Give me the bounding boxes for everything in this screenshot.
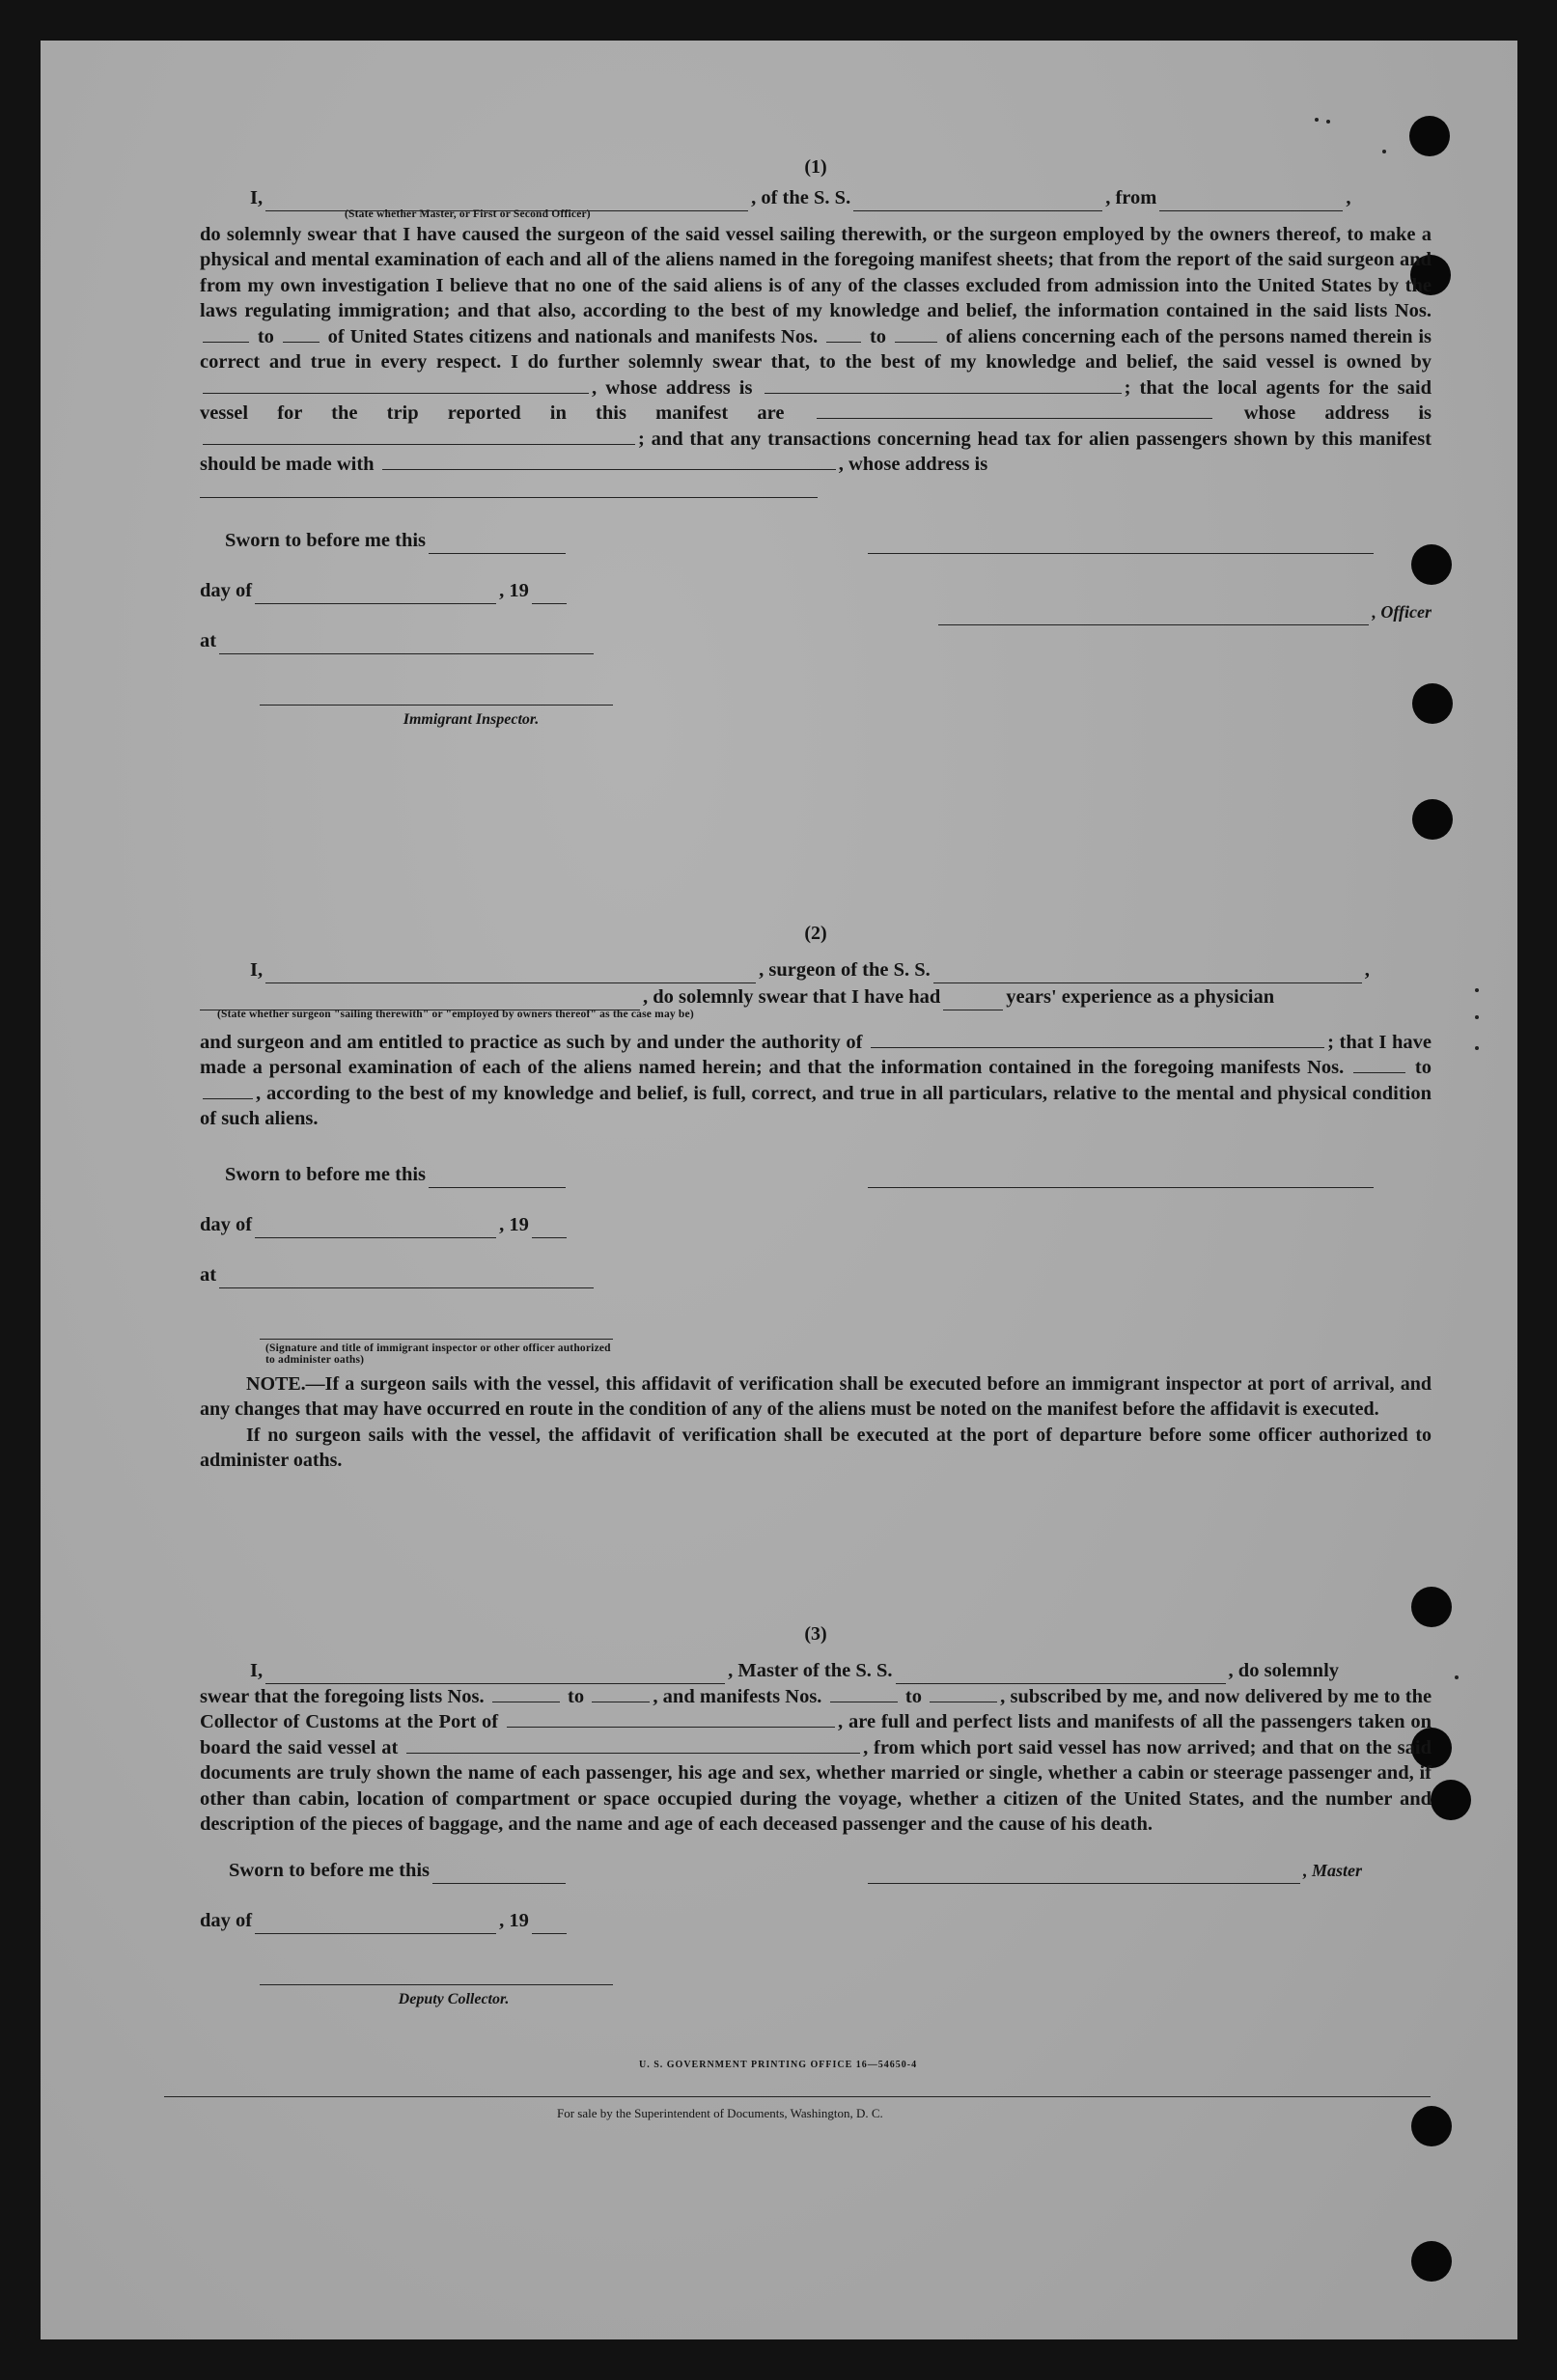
s1-head-tax-field[interactable] (382, 454, 836, 470)
s3-nineteen: , 19 (499, 1910, 529, 1931)
s1-state-note: (State whether Master, or First or Second Officer) (345, 208, 591, 220)
s3-day-of: day of (200, 1910, 253, 1931)
punch-hole (1411, 2241, 1452, 2282)
s1-agents-address-field[interactable] (203, 429, 635, 445)
s3-sworn-row (200, 1851, 1432, 1884)
section-1-heading: (1) (804, 156, 827, 178)
speck (1455, 1675, 1459, 1679)
s1-officer-field[interactable] (938, 609, 1369, 625)
s1-year-field[interactable] (532, 588, 567, 604)
s3-sworn-day-field[interactable] (432, 1868, 566, 1884)
s2-vessel-field[interactable] (933, 967, 1362, 983)
s1-semicolon: ; (1124, 376, 1131, 399)
s1-sworn: Sworn to before me this (225, 530, 427, 551)
s3-lists-from-field[interactable] (492, 1686, 560, 1702)
s3-name-field[interactable] (265, 1668, 725, 1684)
s1-body (200, 222, 1432, 478)
s1-agents-field[interactable] (817, 402, 1212, 419)
s1-body-d: that the local agents for the said vessel for the trip reported in this manifest are (200, 376, 1432, 424)
s3-day-row (200, 1901, 1432, 1934)
s3-i: I, (250, 1660, 264, 1681)
s1-inspector-label: Immigrant Inspector. (403, 710, 540, 728)
s1-officer: , Officer (1372, 602, 1432, 622)
s1-i: I, (250, 187, 264, 208)
s3-year-field[interactable] (532, 1918, 567, 1934)
s1-signature-field[interactable] (868, 538, 1374, 554)
s1-manifests-from-field[interactable] (826, 326, 861, 343)
s3-manifests-from-field[interactable] (830, 1686, 898, 1702)
s3-deputy-label: Deputy Collector. (398, 1990, 510, 2007)
s3-to-1: to (568, 1685, 585, 1707)
s1-whose-address: , whose address is (592, 376, 753, 399)
s3-line-1 (200, 1655, 1432, 1684)
s2-body-c: , according to the best of my knowledge and belief, is full, correct, and true in all particulars, relative to the mental and physical condition of such aliens. (200, 1082, 1432, 1129)
sale-imprint: For sale by the Superintendent of Documents, Washington, D. C. (557, 2106, 883, 2120)
s3-do-solemnly: , do solemnly (1228, 1660, 1340, 1681)
punch-hole (1431, 1780, 1471, 1820)
s1-at: at (200, 630, 217, 651)
s1-of-ss: , of the S. S. (751, 187, 851, 208)
s2-capacity-field[interactable] (200, 994, 640, 1010)
s1-body-a: do solemnly swear that I have caused the surgeon of the said vessel sailing therewith, or the surgeon employed by the owners thereof, to make a physical and mental examination of each and all of the aliens named in the foregoing manifest sheets; that from the report of the said surgeon and from my own investigation I believe that no one of the said aliens is of any of the classes excluded from admission into the United States by the laws regulating immigration; and that also, according to the best of my knowledge and belief, the information contained in the said lists Nos. (200, 223, 1432, 321)
s3-lists-to-field[interactable] (592, 1686, 650, 1702)
s3-and-manifests: , and manifests Nos. (653, 1685, 822, 1707)
s1-sworn-day-field[interactable] (429, 538, 566, 554)
s2-note-2: If no surgeon sails with the vessel, the affidavit of verification shall be executed at the port of departure before some officer authorized to administer oaths. (200, 1424, 1432, 1471)
s1-at-field[interactable] (219, 638, 594, 654)
footer-rule (164, 2096, 1431, 2097)
s2-semicolon: ; (1327, 1031, 1334, 1053)
s2-inspector-signature-field[interactable] (260, 1323, 613, 1340)
s2-i: I, (250, 959, 264, 981)
s2-note-1: NOTE.—If a surgeon sails with the vessel, this affidavit of verification shall be executed before an immigrant inspector at port of arrival, and any changes that may have occurred en route in the condition of any of the aliens must be noted on the manifest before the affidavit is executed. (200, 1372, 1432, 1420)
s2-authority-field[interactable] (871, 1032, 1324, 1048)
section-2-heading: (2) (804, 923, 827, 944)
punch-hole (1411, 2106, 1452, 2146)
section-2 (200, 921, 1432, 1474)
s2-signature-field[interactable] (868, 1172, 1374, 1188)
s2-at: at (200, 1264, 217, 1286)
s3-subscribed: , subscribed by me, and now (1000, 1685, 1240, 1707)
s1-vessel-field[interactable] (853, 195, 1102, 211)
s2-state-note: (State whether surgeon "sailing therewith" or "employed by owners thereof" as the case may be) (217, 1008, 694, 1020)
s1-lists-from-field[interactable] (203, 326, 249, 343)
speck (1475, 1015, 1479, 1019)
s2-at-row (200, 1256, 1432, 1288)
s3-sworn: Sworn to before me this (229, 1860, 431, 1881)
s2-comma: , (1364, 959, 1370, 981)
s1-nineteen: , 19 (499, 580, 529, 601)
s2-to: to (1414, 1057, 1432, 1078)
s1-comma: , (1346, 187, 1351, 208)
s3-to-2: to (904, 1685, 922, 1707)
gpo-imprint: U. S. GOVERNMENT PRINTING OFFICE 16—54650-4 (639, 2060, 918, 2070)
s3-port-field[interactable] (507, 1711, 835, 1728)
speck (1475, 988, 1479, 992)
s2-day-of: day of (200, 1214, 253, 1235)
s1-to-1: to (257, 325, 274, 347)
s2-body (200, 1030, 1432, 1132)
s1-month-field[interactable] (255, 588, 496, 604)
s1-to-2: to (869, 325, 887, 347)
s2-body-a: and surgeon and am entitled to practice as such by and under the authority of (200, 1031, 863, 1053)
s1-whose-address-3: , whose address is (838, 454, 988, 475)
s1-owner-address-field[interactable] (765, 377, 1122, 394)
s2-name-field[interactable] (265, 967, 756, 983)
s3-from-which: , from which (863, 1736, 972, 1758)
s2-day-row (200, 1205, 1432, 1238)
s3-manifests-all: manifests of all the passengers taken on board the said vessel at (200, 1711, 1432, 1758)
s1-body-b: of United States citizens and nationals and manifests Nos. (327, 325, 819, 347)
s1-from-field[interactable] (1159, 195, 1343, 211)
s1-manifests-to-field[interactable] (895, 326, 937, 343)
s2-at-field[interactable] (219, 1272, 594, 1288)
s3-are-full: , are full and perfect lists and (838, 1711, 1089, 1732)
s2-sig-note: (Signature and title of immigrant inspector or other officer authorized to administer oaths) (265, 1342, 611, 1366)
s3-port-of-departure-field[interactable] (406, 1737, 860, 1754)
s3-master: , Master (1303, 1861, 1363, 1880)
s2-years: years' experience as a physician (1006, 986, 1275, 1008)
form-sheet (41, 41, 1517, 2339)
s1-whose-address-2: whose address is (1243, 402, 1432, 424)
s3-deputy-signature-field[interactable] (260, 1969, 613, 1985)
s3-master-signature-field[interactable] (868, 1868, 1300, 1884)
s3-delivered: delivered by me to the Collector of Customs at the Port of (200, 1685, 1432, 1732)
s2-years-field[interactable] (943, 994, 1003, 1010)
s3-swear-lists: swear that the foregoing lists Nos. (200, 1685, 485, 1707)
speck (1315, 118, 1319, 122)
speck (1382, 150, 1386, 153)
s2-swear: , do solemnly swear that I have had (643, 986, 941, 1008)
s2-month-field[interactable] (255, 1222, 496, 1238)
s3-body (200, 1684, 1432, 1838)
s1-from: , from (1105, 187, 1157, 208)
s2-year-field[interactable] (532, 1222, 567, 1238)
s2-manifests-from-field[interactable] (1353, 1057, 1405, 1073)
s3-manifests-to-field[interactable] (930, 1686, 997, 1702)
s2-sworn: Sworn to before me this (225, 1164, 427, 1185)
s3-body-rest: port said vessel has now arrived; and that on the said documents are truly shown the name of each passenger, his age and sex, whether married or single, whether a cabin or steerage passenger and, if other than cabin, location of compartment or space occupied during the voyage, whether a citizen of the United States, and the number and description of the pieces of baggage, and the name and age of each deceased passenger and the cause of his death. (200, 1736, 1432, 1835)
s3-master-of: , Master of the S. S. (728, 1660, 893, 1681)
speck (1326, 120, 1330, 124)
s2-line-2 (200, 983, 1432, 1010)
punch-hole (1412, 799, 1453, 840)
s1-head-tax-address-field[interactable] (200, 482, 818, 498)
section-1 (200, 154, 1432, 733)
s1-body-e: ; and that any transactions concerning head tax for alien passengers shown by this manifest should be made with (200, 428, 1432, 475)
s1-line-1 (200, 184, 1432, 211)
s2-nineteen: , 19 (499, 1214, 529, 1235)
s2-sworn-day-field[interactable] (429, 1172, 566, 1188)
s2-line-1 (200, 955, 1432, 983)
s2-manifests-to-field[interactable] (203, 1083, 253, 1099)
s1-sworn-row (200, 521, 1432, 554)
s1-lists-to-field[interactable] (283, 326, 320, 343)
s1-inspector-signature-field[interactable] (260, 689, 613, 706)
s3-vessel-field[interactable] (896, 1668, 1226, 1684)
s1-day-of: day of (200, 580, 253, 601)
s1-at-row (200, 622, 1432, 654)
punch-hole (1409, 116, 1450, 156)
s1-owner-field[interactable] (203, 377, 589, 394)
s2-sworn-row (200, 1155, 1432, 1188)
s1-body-c: of aliens concerning each of the persons named therein is correct and true in every respect. I do further solemnly swear that, to the best of my knowledge and belief, the said vessel is owned by (200, 325, 1432, 373)
s2-body-b: that I have made a personal examination of each of the aliens named herein; and that the information contained in the foregoing manifests Nos. (200, 1031, 1432, 1078)
s2-surgeon-of: , surgeon of the S. S. (759, 959, 931, 981)
section-3-heading: (3) (804, 1623, 827, 1645)
speck (1475, 1046, 1479, 1050)
s3-month-field[interactable] (255, 1918, 496, 1934)
section-3 (200, 1621, 1432, 2012)
